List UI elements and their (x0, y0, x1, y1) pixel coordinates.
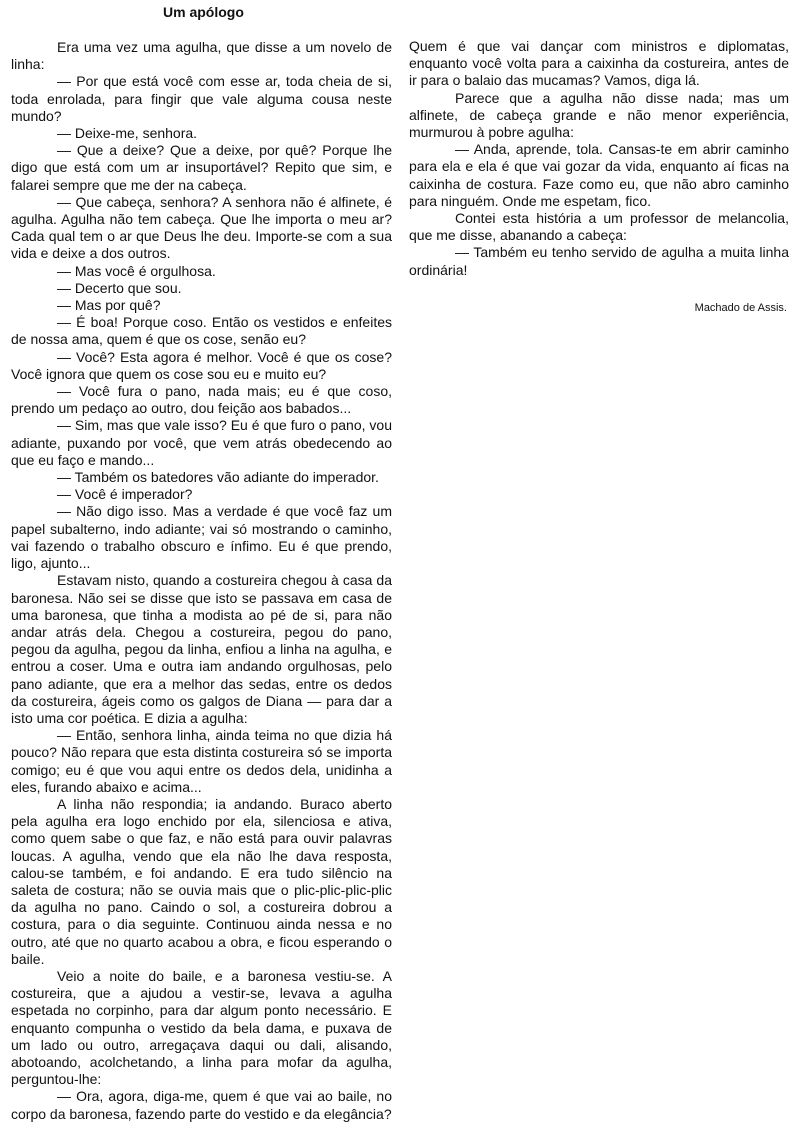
paragraph: — Não digo isso. Mas a verdade é que você faz um papel subalterno, indo adiante; vai só mostrando o caminho, vai fazendo o trabalho obscuro e ínfimo. Eu é que prendo, ligo, ajunto... (11, 503, 392, 572)
author-signature: Machado de Assis. (694, 302, 787, 314)
left-column (11, 39, 392, 1123)
page-title: Um apólogo (163, 4, 244, 20)
paragraph: — Sim, mas que vale isso? Eu é que furo o pano, vou adiante, puxando por você, que vem atrás obedecendo ao que eu faço e mando... (11, 417, 392, 468)
paragraph: — Por que está você com esse ar, toda cheia de si, toda enrolada, para fingir que vale alguma cousa neste mundo? (11, 73, 392, 124)
paragraph: — Decerto que sou. (57, 279, 182, 296)
paragraph-continued: Quem é que vai dançar com ministros e diplomatas, enquanto você volta para a caixinha da costureira, antes de ir para o balaio das mucamas? Vamos, diga lá. (409, 38, 789, 89)
paragraph: Estavam nisto, quando a costureira chegou à casa da baronesa. Não sei se disse que isto se passava em casa de uma baronesa, que tinha a modista ao pé de si, para não andar atrás dela. Chegou a costureira, pegou do pano, pegou da agulha, pegou da linha, enfiou a linha na agulha, e entrou a coser. Uma e outra iam andando orgulhosas, pelo pano adiante, que era a melhor das sedas, entre os dedos da costureira, ágeis como os galgos de Diana — para dar a isto uma cor poética. E dizia a agulha: (11, 572, 392, 726)
paragraph: — Deixe-me, senhora. (57, 125, 198, 142)
paragraph: — Mas por quê? (57, 297, 161, 314)
paragraph: Era uma vez uma agulha, que disse a um novelo de linha: (11, 39, 392, 73)
paragraph: Parece que a agulha não disse nada; mas um alfinete, de cabeça grande e não menor experiência, murmurou à pobre agulha: (409, 89, 789, 141)
paragraph: — Você fura o pano, nada mais; eu é que coso, prendo um pedaço ao outro, dou feição aos babados... (11, 383, 392, 417)
paragraph: — Que a deixe? Que a deixe, por quê? Porque lhe digo que está com um ar insuportável? Repito que sim, e falarei sempre que me der na cabeça. (11, 142, 392, 193)
paragraph: Veio a noite do baile, e a baronesa vestiu-se. A costureira, que a ajudou a vestir-se, levava a agulha espetada no corpinho, para dar algum ponto necessário. E enquanto compunha o vestido da bela dama, e puxava de um lado ou outro, arregaçava daqui ou dali, alisando, abotoando, acolchetando, a linha para mofar da agulha, perguntou-lhe: (11, 967, 392, 1088)
paragraph: — É boa! Porque coso. Então os vestidos e enfeites de nossa ama, quem é que os cose, senão eu? (11, 314, 392, 348)
paragraph: — Que cabeça, senhora? A senhora não é alfinete, é agulha. Agulha não tem cabeça. Que lhe importa o meu ar? Cada qual tem o ar que Deus lhe deu. Importe-se com a sua vida e deixe a dos outros. (11, 193, 392, 262)
paragraph: — Também os batedores vão adiante do imperador. (57, 469, 379, 486)
paragraph: — Você é imperador? (57, 486, 193, 503)
paragraph: — Também eu tenho servido de agulha a muita linha ordinária! (409, 244, 789, 278)
paragraph: A linha não respondia; ia andando. Buraco aberto pela agulha era logo enchido por ela, silenciosa e ativa, como quem sabe o que faz, e não está para ouvir palavras loucas. A agulha, vendo que ela não lhe dava resposta, calou-se também, e foi andando. E era tudo silêncio na saleta de costura; não se ouvia mais que o plic-plic-plic-plic da agulha no pano. Caindo o sol, a costureira dobrou a costura, para o dia seguinte. Continuou ainda nessa e no outro, até que no quarto acabou a obra, e ficou esperando o baile. (11, 795, 392, 967)
paragraph: — Então, senhora linha, ainda teima no que dizia há pouco? Não repara que esta distinta costureira só se importa comigo; eu é que vou aqui entre os dedos dela, unidinha a eles, furando abaixo e acima... (11, 727, 392, 795)
paragraph: — Você? Esta agora é melhor. Você é que os cose? Você ignora que quem os cose sou eu e muito eu? (11, 348, 392, 382)
paragraph: — Mas você é orgulhosa. (57, 262, 216, 279)
paragraph: — Ora, agora, diga-me, quem é que vai ao baile, no corpo da baronesa, fazendo parte do vestido e da elegância? (11, 1088, 392, 1122)
paragraph: — Anda, aprende, tola. Cansas-te em abrir caminho para ela e ela é que vai gozar da vida, enquanto aí ficas na caixinha de costura. Faze como eu, que não abro caminho para ninguém. Onde me espetam, fico. (409, 141, 789, 209)
right-column (409, 38, 789, 279)
paragraph: Contei esta história a um professor de melancolia, que me disse, abanando a cabeça: (409, 210, 789, 244)
